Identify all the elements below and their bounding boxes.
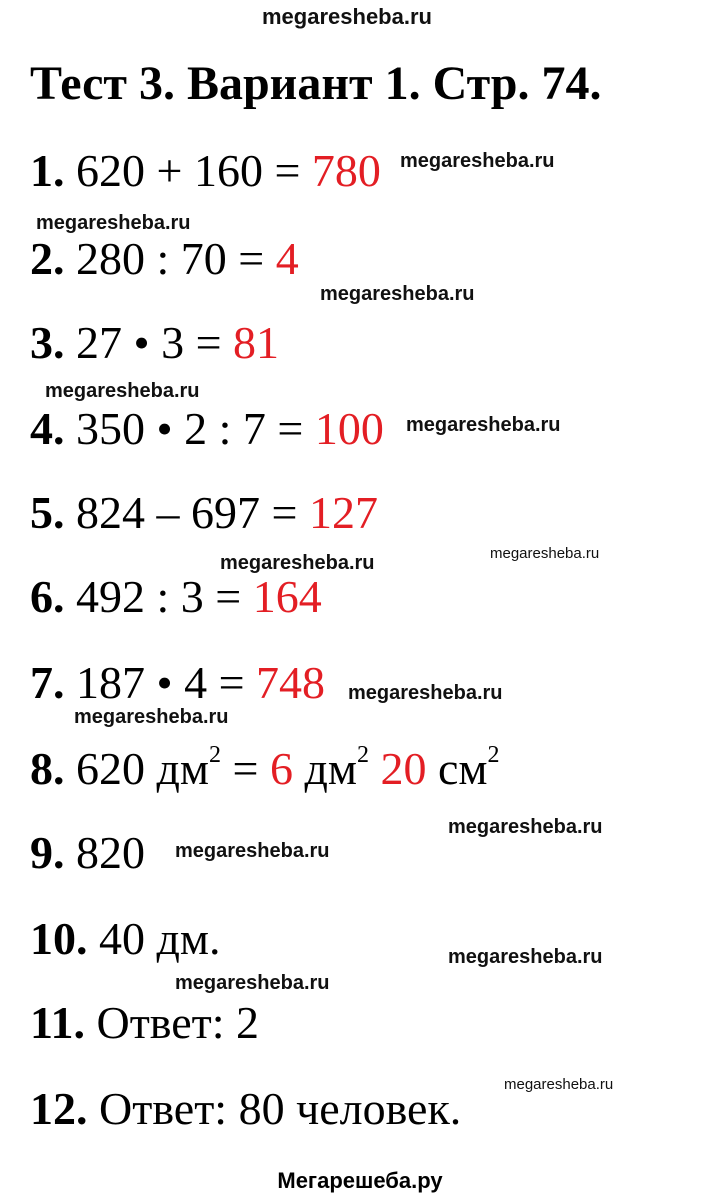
answer-value: 6 (269, 743, 293, 794)
watermark: megaresheba.ru (320, 283, 475, 305)
answer-number: 6. (30, 571, 65, 622)
answer-number: 4. (30, 403, 65, 454)
answer-7 (30, 657, 326, 708)
answer-value: 748 (256, 657, 326, 708)
answer-9 (30, 827, 145, 878)
answer-text: Ответ: 2 (96, 997, 260, 1048)
answer-number: 8. (30, 743, 65, 794)
answer-8 (30, 742, 500, 794)
answer-number: 2. (30, 233, 65, 284)
watermark: megaresheba.ru (36, 212, 191, 234)
superscript: 2 (487, 742, 500, 768)
watermark: megaresheba.ru (448, 946, 603, 968)
watermark: megaresheba.ru (490, 545, 600, 562)
answer-10 (30, 913, 221, 964)
watermark: megaresheba.ru (406, 414, 561, 436)
answer-number: 10. (30, 913, 88, 964)
answer-number: 11. (30, 997, 85, 1048)
expression: 620 + 160 = (76, 145, 312, 196)
answer-number: 3. (30, 317, 65, 368)
footer-site-name[interactable]: Мегарешеба.ру (277, 1168, 443, 1193)
superscript: 2 (209, 742, 222, 768)
answer-12 (30, 1083, 462, 1134)
equals: = (221, 743, 270, 794)
answer-5 (30, 487, 378, 538)
page-title: Тест 3. Вариант 1. Стр. 74. (30, 57, 602, 110)
expression: 620 дм (76, 743, 210, 794)
expression: 280 : 70 = (76, 233, 276, 284)
watermark: megaresheba.ru (504, 1076, 614, 1093)
watermark: megaresheba.ru (175, 972, 330, 994)
unit: см (426, 743, 488, 794)
watermark: megaresheba.ru (348, 682, 503, 704)
answer-value: 81 (233, 317, 280, 368)
expression: 824 – 697 = (76, 487, 309, 538)
unit: дм (292, 743, 357, 794)
answer-number: 7. (30, 657, 65, 708)
answer-text: 40 дм. (99, 913, 221, 964)
answer-number: 12. (30, 1083, 88, 1134)
watermark: megaresheba.ru (448, 816, 603, 838)
header-site-link[interactable]: megaresheba.ru (262, 4, 432, 29)
answer-text: Ответ: 80 человек. (99, 1083, 462, 1134)
expression: 492 : 3 = (76, 571, 253, 622)
answer-text: 820 (76, 827, 145, 878)
answer-6 (30, 571, 322, 622)
answer-11 (30, 997, 260, 1048)
answer-number: 1. (30, 145, 65, 196)
answer-value: 780 (311, 145, 381, 196)
expression: 187 • 4 = (76, 657, 257, 708)
answer-4 (30, 403, 384, 454)
expression: 350 • 2 : 7 = (76, 403, 315, 454)
answer-value: 127 (308, 487, 378, 538)
watermark: megaresheba.ru (400, 150, 555, 172)
answer-2 (30, 233, 299, 284)
watermark: megaresheba.ru (220, 552, 375, 574)
answer-1 (30, 145, 381, 196)
watermark: megaresheba.ru (74, 706, 229, 728)
answer-value: 4 (275, 233, 299, 284)
watermark: megaresheba.ru (45, 380, 200, 402)
answer-value: 164 (252, 571, 322, 622)
answer-value: 100 (314, 403, 384, 454)
watermark: megaresheba.ru (175, 840, 330, 862)
answer-3 (30, 317, 280, 368)
answer-number: 9. (30, 827, 65, 878)
answer-value: 20 (380, 743, 427, 794)
superscript: 2 (356, 742, 369, 768)
answer-number: 5. (30, 487, 65, 538)
expression: 27 • 3 = (76, 317, 234, 368)
